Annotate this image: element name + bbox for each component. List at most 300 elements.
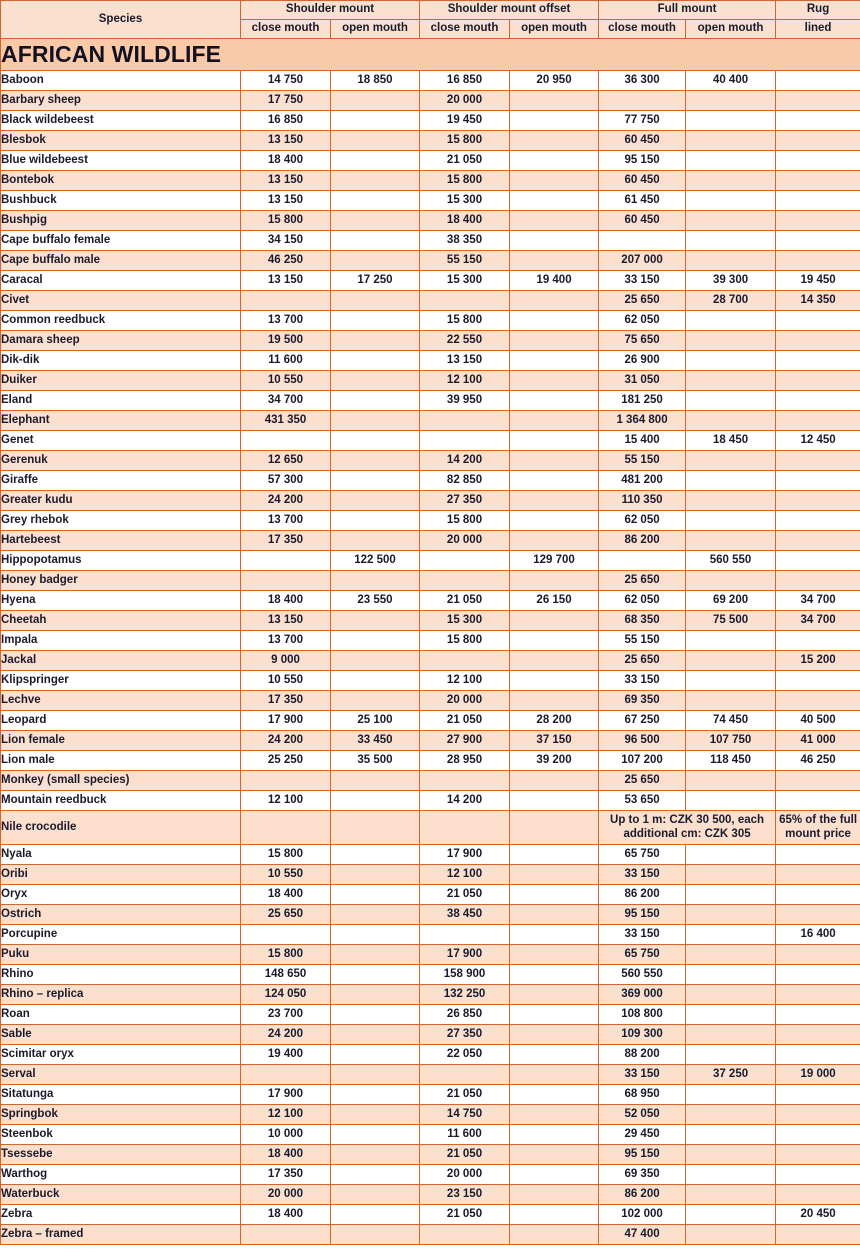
offset-close-mouth-price-cell — [420, 651, 510, 671]
offset-open-mouth-price-cell — [510, 391, 599, 411]
rug-lined-price-cell — [776, 571, 860, 591]
offset-close-mouth-price-cell: 12 100 — [420, 671, 510, 691]
rug-lined-price-cell — [776, 631, 860, 651]
full-close-mouth-price-cell: 52 050 — [599, 1105, 686, 1125]
full-open-mouth-price-cell — [686, 1145, 776, 1165]
full-open-mouth-price-cell — [686, 211, 776, 231]
offset-close-mouth-price-cell: 16 850 — [420, 71, 510, 91]
full-open-mouth-price-cell — [686, 1125, 776, 1145]
rug-lined-price-cell: 14 350 — [776, 291, 860, 311]
shoulder-close-mouth-price-cell: 12 100 — [241, 791, 331, 811]
offset-close-mouth-price-cell: 28 950 — [420, 751, 510, 771]
full-close-mouth-price-cell: 1 364 800 — [599, 411, 686, 431]
offset-close-mouth-price-cell — [420, 551, 510, 571]
rug-lined-price-cell — [776, 211, 860, 231]
species-name-cell: Nyala — [1, 845, 241, 865]
full-close-mouth-price-cell: 69 350 — [599, 691, 686, 711]
table-row — [1, 1005, 860, 1025]
offset-open-mouth-price-cell — [510, 431, 599, 451]
species-name-cell: Gerenuk — [1, 451, 241, 471]
species-name-cell: Zebra — [1, 1205, 241, 1225]
shoulder-open-mouth-price-cell — [331, 131, 420, 151]
offset-close-mouth-price-cell: 38 350 — [420, 231, 510, 251]
offset-close-mouth-price-cell — [420, 431, 510, 451]
species-name-cell: Hyena — [1, 591, 241, 611]
species-name-cell: Greater kudu — [1, 491, 241, 511]
full-open-mouth-price-cell — [686, 531, 776, 551]
offset-close-mouth-price-cell: 20 000 — [420, 91, 510, 111]
shoulder-close-mouth-price-cell: 20 000 — [241, 1185, 331, 1205]
column-header-offset-close-mouth: close mouth — [420, 20, 510, 39]
offset-open-mouth-price-cell — [510, 1225, 599, 1245]
offset-close-mouth-price-cell: 18 400 — [420, 211, 510, 231]
shoulder-open-mouth-price-cell: 23 550 — [331, 591, 420, 611]
shoulder-open-mouth-price-cell — [331, 1185, 420, 1205]
shoulder-open-mouth-price-cell — [331, 1165, 420, 1185]
full-open-mouth-price-cell — [686, 371, 776, 391]
shoulder-close-mouth-price-cell — [241, 551, 331, 571]
rug-lined-price-cell — [776, 71, 860, 91]
species-name-cell: Cape buffalo female — [1, 231, 241, 251]
full-open-mouth-price-cell — [686, 411, 776, 431]
table-row — [1, 131, 860, 151]
shoulder-close-mouth-price-cell: 18 400 — [241, 1205, 331, 1225]
species-name-cell: Tsessebe — [1, 1145, 241, 1165]
shoulder-close-mouth-price-cell: 13 700 — [241, 631, 331, 651]
shoulder-open-mouth-price-cell — [331, 91, 420, 111]
shoulder-close-mouth-price-cell: 124 050 — [241, 985, 331, 1005]
offset-open-mouth-price-cell — [510, 1025, 599, 1045]
shoulder-open-mouth-price-cell: 18 850 — [331, 71, 420, 91]
offset-open-mouth-price-cell — [510, 965, 599, 985]
table-row — [1, 431, 860, 451]
full-close-mouth-price-cell: 86 200 — [599, 885, 686, 905]
table-row — [1, 671, 860, 691]
shoulder-close-mouth-price-cell: 24 200 — [241, 1025, 331, 1045]
shoulder-close-mouth-price-cell: 17 350 — [241, 1165, 331, 1185]
full-close-mouth-price-cell: 68 350 — [599, 611, 686, 631]
table-row — [1, 965, 860, 985]
offset-close-mouth-price-cell: 17 900 — [420, 945, 510, 965]
full-close-mouth-price-cell: 33 150 — [599, 1065, 686, 1085]
offset-open-mouth-price-cell — [510, 351, 599, 371]
full-open-mouth-price-cell — [686, 965, 776, 985]
table-row — [1, 691, 860, 711]
offset-open-mouth-price-cell — [510, 771, 599, 791]
shoulder-close-mouth-price-cell: 13 150 — [241, 131, 331, 151]
full-close-mouth-price-cell: 481 200 — [599, 471, 686, 491]
full-close-mouth-price-cell: 25 650 — [599, 771, 686, 791]
offset-open-mouth-price-cell: 20 950 — [510, 71, 599, 91]
full-close-mouth-price-cell: 62 050 — [599, 511, 686, 531]
column-group-shoulder-mount-offset: Shoulder mount offset — [420, 1, 599, 20]
shoulder-close-mouth-price-cell — [241, 1225, 331, 1245]
offset-open-mouth-price-cell — [510, 985, 599, 1005]
full-open-mouth-price-cell: 39 300 — [686, 271, 776, 291]
offset-close-mouth-price-cell: 26 850 — [420, 1005, 510, 1025]
species-name-cell: Leopard — [1, 711, 241, 731]
offset-open-mouth-price-cell: 28 200 — [510, 711, 599, 731]
offset-close-mouth-price-cell: 14 200 — [420, 451, 510, 471]
species-name-cell: Jackal — [1, 651, 241, 671]
offset-close-mouth-price-cell: 21 050 — [420, 591, 510, 611]
shoulder-close-mouth-price-cell: 10 550 — [241, 371, 331, 391]
rug-lined-price-cell — [776, 411, 860, 431]
full-close-mouth-price-cell: 369 000 — [599, 985, 686, 1005]
shoulder-open-mouth-price-cell — [331, 351, 420, 371]
full-close-mouth-price-cell: 25 650 — [599, 291, 686, 311]
offset-close-mouth-price-cell: 19 450 — [420, 111, 510, 131]
shoulder-close-mouth-price-cell — [241, 571, 331, 591]
table-row — [1, 1225, 860, 1245]
offset-close-mouth-price-cell: 15 300 — [420, 271, 510, 291]
rug-lined-price-cell — [776, 311, 860, 331]
shoulder-open-mouth-price-cell: 33 450 — [331, 731, 420, 751]
table-row — [1, 631, 860, 651]
full-close-mouth-price-cell: 86 200 — [599, 1185, 686, 1205]
full-close-mouth-price-cell: 77 750 — [599, 111, 686, 131]
table-row — [1, 905, 860, 925]
offset-open-mouth-price-cell — [510, 311, 599, 331]
rug-lined-price-cell — [776, 131, 860, 151]
rug-lined-price-cell — [776, 471, 860, 491]
offset-open-mouth-price-cell: 39 200 — [510, 751, 599, 771]
rug-lined-price-cell — [776, 1005, 860, 1025]
table-row — [1, 591, 860, 611]
full-close-mouth-price-cell: 31 050 — [599, 371, 686, 391]
full-open-mouth-price-cell — [686, 511, 776, 531]
table-row — [1, 191, 860, 211]
shoulder-close-mouth-price-cell: 25 650 — [241, 905, 331, 925]
full-close-mouth-price-cell: 65 750 — [599, 945, 686, 965]
shoulder-open-mouth-price-cell: 35 500 — [331, 751, 420, 771]
full-close-mouth-price-cell: 109 300 — [599, 1025, 686, 1045]
table-row — [1, 251, 860, 271]
full-open-mouth-price-cell: 74 450 — [686, 711, 776, 731]
shoulder-close-mouth-price-cell: 16 850 — [241, 111, 331, 131]
section-banner-cell — [1, 39, 860, 71]
section-title: AFRICAN WILDLIFE — [1, 41, 222, 68]
full-open-mouth-price-cell — [686, 451, 776, 471]
full-close-mouth-price-cell: 33 150 — [599, 925, 686, 945]
shoulder-close-mouth-price-cell: 17 750 — [241, 91, 331, 111]
offset-close-mouth-price-cell: 21 050 — [420, 1145, 510, 1165]
full-close-mouth-price-cell: 55 150 — [599, 631, 686, 651]
rug-lined-price-cell — [776, 511, 860, 531]
full-open-mouth-price-cell: 40 400 — [686, 71, 776, 91]
species-name-cell: Rhino — [1, 965, 241, 985]
offset-open-mouth-price-cell — [510, 1185, 599, 1205]
full-open-mouth-price-cell — [686, 471, 776, 491]
species-name-cell: Serval — [1, 1065, 241, 1085]
species-name-cell: Civet — [1, 291, 241, 311]
rug-lined-price-cell — [776, 91, 860, 111]
full-close-mouth-price-cell: 69 350 — [599, 1165, 686, 1185]
offset-close-mouth-price-cell: 27 350 — [420, 491, 510, 511]
species-name-cell: Sitatunga — [1, 1085, 241, 1105]
species-name-cell: Bushpig — [1, 211, 241, 231]
table-row — [1, 491, 860, 511]
rug-lined-price-cell: 41 000 — [776, 731, 860, 751]
table-row — [1, 471, 860, 491]
species-name-cell: Lion male — [1, 751, 241, 771]
full-open-mouth-price-cell — [686, 1205, 776, 1225]
offset-close-mouth-price-cell: 22 050 — [420, 1045, 510, 1065]
rug-lined-price-cell: 40 500 — [776, 711, 860, 731]
full-close-mouth-price-cell: 107 200 — [599, 751, 686, 771]
species-name-cell: Mountain reedbuck — [1, 791, 241, 811]
rug-lined-price-cell — [776, 351, 860, 371]
rug-lined-price-cell: 20 450 — [776, 1205, 860, 1225]
species-name-cell: Nile crocodile — [1, 811, 241, 845]
table-row — [1, 1145, 860, 1165]
species-name-cell: Monkey (small species) — [1, 771, 241, 791]
full-close-mouth-price-cell: 95 150 — [599, 151, 686, 171]
full-close-mouth-price-cell: 33 150 — [599, 671, 686, 691]
rug-lined-price-cell: 12 450 — [776, 431, 860, 451]
rug-lined-price-cell — [776, 1225, 860, 1245]
offset-open-mouth-price-cell: 37 150 — [510, 731, 599, 751]
shoulder-open-mouth-price-cell — [331, 1105, 420, 1125]
shoulder-open-mouth-price-cell: 25 100 — [331, 711, 420, 731]
offset-close-mouth-price-cell: 27 900 — [420, 731, 510, 751]
rug-lined-price-cell: 65% of the full mount price — [776, 811, 860, 845]
full-open-mouth-price-cell — [686, 151, 776, 171]
rug-lined-price-cell — [776, 231, 860, 251]
full-open-mouth-price-cell — [686, 845, 776, 865]
shoulder-open-mouth-price-cell — [331, 451, 420, 471]
full-open-mouth-price-cell — [686, 1005, 776, 1025]
rug-lined-price-cell — [776, 965, 860, 985]
shoulder-open-mouth-price-cell — [331, 925, 420, 945]
rug-lined-price-cell — [776, 1145, 860, 1165]
full-open-mouth-price-cell — [686, 945, 776, 965]
offset-open-mouth-price-cell — [510, 671, 599, 691]
offset-close-mouth-price-cell: 15 300 — [420, 191, 510, 211]
offset-open-mouth-price-cell — [510, 211, 599, 231]
species-name-cell: Elephant — [1, 411, 241, 431]
shoulder-close-mouth-price-cell — [241, 771, 331, 791]
species-name-cell: Porcupine — [1, 925, 241, 945]
shoulder-close-mouth-price-cell: 13 150 — [241, 611, 331, 631]
full-close-mouth-price-cell: 207 000 — [599, 251, 686, 271]
rug-lined-price-cell — [776, 1105, 860, 1125]
full-open-mouth-price-cell — [686, 91, 776, 111]
full-open-mouth-price-cell — [686, 631, 776, 651]
shoulder-close-mouth-price-cell: 10 000 — [241, 1125, 331, 1145]
full-open-mouth-price-cell: 37 250 — [686, 1065, 776, 1085]
rug-lined-price-cell — [776, 1185, 860, 1205]
table-row — [1, 811, 860, 845]
full-close-mouth-price-cell: 29 450 — [599, 1125, 686, 1145]
full-open-mouth-price-cell — [686, 111, 776, 131]
species-name-cell: Steenbok — [1, 1125, 241, 1145]
species-name-cell: Damara sheep — [1, 331, 241, 351]
full-close-mouth-price-cell: 75 650 — [599, 331, 686, 351]
species-name-cell: Common reedbuck — [1, 311, 241, 331]
offset-open-mouth-price-cell — [510, 611, 599, 631]
table-row — [1, 271, 860, 291]
offset-open-mouth-price-cell — [510, 1165, 599, 1185]
offset-open-mouth-price-cell — [510, 171, 599, 191]
rug-lined-price-cell — [776, 905, 860, 925]
rug-lined-price-cell — [776, 371, 860, 391]
shoulder-close-mouth-price-cell: 11 600 — [241, 351, 331, 371]
full-open-mouth-price-cell — [686, 1085, 776, 1105]
offset-open-mouth-price-cell — [510, 471, 599, 491]
table-row — [1, 925, 860, 945]
shoulder-close-mouth-price-cell: 25 250 — [241, 751, 331, 771]
shoulder-close-mouth-price-cell: 10 550 — [241, 671, 331, 691]
species-name-cell: Rhino – replica — [1, 985, 241, 1005]
shoulder-open-mouth-price-cell — [331, 1005, 420, 1025]
shoulder-close-mouth-price-cell: 14 750 — [241, 71, 331, 91]
offset-open-mouth-price-cell — [510, 531, 599, 551]
shoulder-close-mouth-price-cell — [241, 925, 331, 945]
full-open-mouth-price-cell — [686, 351, 776, 371]
full-open-mouth-price-cell — [686, 251, 776, 271]
shoulder-open-mouth-price-cell: 122 500 — [331, 551, 420, 571]
species-name-cell: Hartebeest — [1, 531, 241, 551]
shoulder-open-mouth-price-cell — [331, 511, 420, 531]
rug-lined-price-cell: 34 700 — [776, 591, 860, 611]
offset-close-mouth-price-cell: 132 250 — [420, 985, 510, 1005]
shoulder-open-mouth-price-cell — [331, 791, 420, 811]
offset-open-mouth-price-cell — [510, 131, 599, 151]
offset-close-mouth-price-cell — [420, 771, 510, 791]
full-open-mouth-price-cell — [686, 925, 776, 945]
shoulder-open-mouth-price-cell — [331, 1205, 420, 1225]
table-row — [1, 391, 860, 411]
full-open-mouth-price-cell: 118 450 — [686, 751, 776, 771]
shoulder-close-mouth-price-cell: 13 150 — [241, 191, 331, 211]
offset-close-mouth-price-cell: 21 050 — [420, 151, 510, 171]
column-group-full-mount: Full mount — [599, 1, 776, 20]
full-close-mouth-price-cell: 95 150 — [599, 1145, 686, 1165]
rug-lined-price-cell — [776, 1025, 860, 1045]
offset-close-mouth-price-cell — [420, 1225, 510, 1245]
full-open-mouth-price-cell — [686, 391, 776, 411]
shoulder-close-mouth-price-cell: 18 400 — [241, 1145, 331, 1165]
table-row — [1, 411, 860, 431]
full-close-mouth-price-cell: 33 150 — [599, 865, 686, 885]
full-open-mouth-price-cell — [686, 491, 776, 511]
species-name-cell: Ostrich — [1, 905, 241, 925]
section-banner-row — [1, 39, 860, 71]
column-header-rug-lined: lined — [776, 20, 860, 39]
shoulder-open-mouth-price-cell — [331, 311, 420, 331]
species-name-cell: Giraffe — [1, 471, 241, 491]
rug-lined-price-cell — [776, 791, 860, 811]
shoulder-open-mouth-price-cell — [331, 885, 420, 905]
shoulder-open-mouth-price-cell — [331, 151, 420, 171]
shoulder-close-mouth-price-cell — [241, 431, 331, 451]
full-open-mouth-price-cell — [686, 691, 776, 711]
shoulder-open-mouth-price-cell — [331, 1085, 420, 1105]
shoulder-close-mouth-price-cell: 24 200 — [241, 731, 331, 751]
full-close-mouth-price-cell: 88 200 — [599, 1045, 686, 1065]
offset-close-mouth-price-cell: 23 150 — [420, 1185, 510, 1205]
species-name-cell: Lion female — [1, 731, 241, 751]
column-header-species: Species — [1, 1, 241, 39]
column-group-rug: Rug — [776, 1, 860, 20]
full-close-mouth-price-cell: 62 050 — [599, 591, 686, 611]
offset-close-mouth-price-cell: 14 750 — [420, 1105, 510, 1125]
full-open-mouth-price-cell — [686, 311, 776, 331]
shoulder-close-mouth-price-cell: 12 650 — [241, 451, 331, 471]
table-row — [1, 1025, 860, 1045]
full-close-mouth-price-cell: 36 300 — [599, 71, 686, 91]
shoulder-close-mouth-price-cell: 12 100 — [241, 1105, 331, 1125]
rug-lined-price-cell: 16 400 — [776, 925, 860, 945]
full-open-mouth-price-cell — [686, 651, 776, 671]
table-row — [1, 731, 860, 751]
species-name-cell: Bushbuck — [1, 191, 241, 211]
rug-lined-price-cell — [776, 451, 860, 471]
shoulder-open-mouth-price-cell — [331, 1145, 420, 1165]
shoulder-close-mouth-price-cell: 34 150 — [241, 231, 331, 251]
shoulder-close-mouth-price-cell: 15 800 — [241, 845, 331, 865]
full-close-mouth-price-cell: 33 150 — [599, 271, 686, 291]
rug-lined-price-cell — [776, 885, 860, 905]
rug-lined-price-cell — [776, 391, 860, 411]
offset-close-mouth-price-cell: 15 800 — [420, 311, 510, 331]
offset-open-mouth-price-cell — [510, 811, 599, 845]
full-open-mouth-price-cell: 69 200 — [686, 591, 776, 611]
offset-close-mouth-price-cell: 22 550 — [420, 331, 510, 351]
species-name-cell: Warthog — [1, 1165, 241, 1185]
offset-close-mouth-price-cell: 15 300 — [420, 611, 510, 631]
table-row — [1, 1085, 860, 1105]
offset-close-mouth-price-cell: 12 100 — [420, 865, 510, 885]
full-open-mouth-price-cell: 75 500 — [686, 611, 776, 631]
species-name-cell: Barbary sheep — [1, 91, 241, 111]
full-close-mouth-price-cell — [599, 551, 686, 571]
rug-lined-price-cell — [776, 111, 860, 131]
offset-close-mouth-price-cell: 15 800 — [420, 631, 510, 651]
full-open-mouth-price-cell — [686, 171, 776, 191]
full-close-mouth-price-cell: 62 050 — [599, 311, 686, 331]
species-name-cell: Springbok — [1, 1105, 241, 1125]
full-close-mouth-price-cell: 53 650 — [599, 791, 686, 811]
offset-open-mouth-price-cell: 129 700 — [510, 551, 599, 571]
table-header — [1, 1, 860, 39]
full-open-mouth-price-cell — [686, 885, 776, 905]
species-name-cell: Genet — [1, 431, 241, 451]
rug-lined-price-cell — [776, 331, 860, 351]
offset-open-mouth-price-cell — [510, 491, 599, 511]
rug-lined-price-cell — [776, 945, 860, 965]
species-name-cell: Scimitar oryx — [1, 1045, 241, 1065]
offset-open-mouth-price-cell — [510, 571, 599, 591]
offset-close-mouth-price-cell: 21 050 — [420, 1085, 510, 1105]
species-name-cell: Blesbok — [1, 131, 241, 151]
table-row — [1, 331, 860, 351]
table-row — [1, 1105, 860, 1125]
full-close-mouth-price-cell: 60 450 — [599, 211, 686, 231]
shoulder-open-mouth-price-cell — [331, 211, 420, 231]
offset-open-mouth-price-cell — [510, 1145, 599, 1165]
offset-close-mouth-price-cell: 15 800 — [420, 511, 510, 531]
species-name-cell: Dik-dik — [1, 351, 241, 371]
table-row — [1, 651, 860, 671]
shoulder-close-mouth-price-cell: 34 700 — [241, 391, 331, 411]
rug-lined-price-cell — [776, 691, 860, 711]
offset-close-mouth-price-cell: 12 100 — [420, 371, 510, 391]
offset-open-mouth-price-cell — [510, 451, 599, 471]
shoulder-open-mouth-price-cell — [331, 471, 420, 491]
table-row — [1, 351, 860, 371]
